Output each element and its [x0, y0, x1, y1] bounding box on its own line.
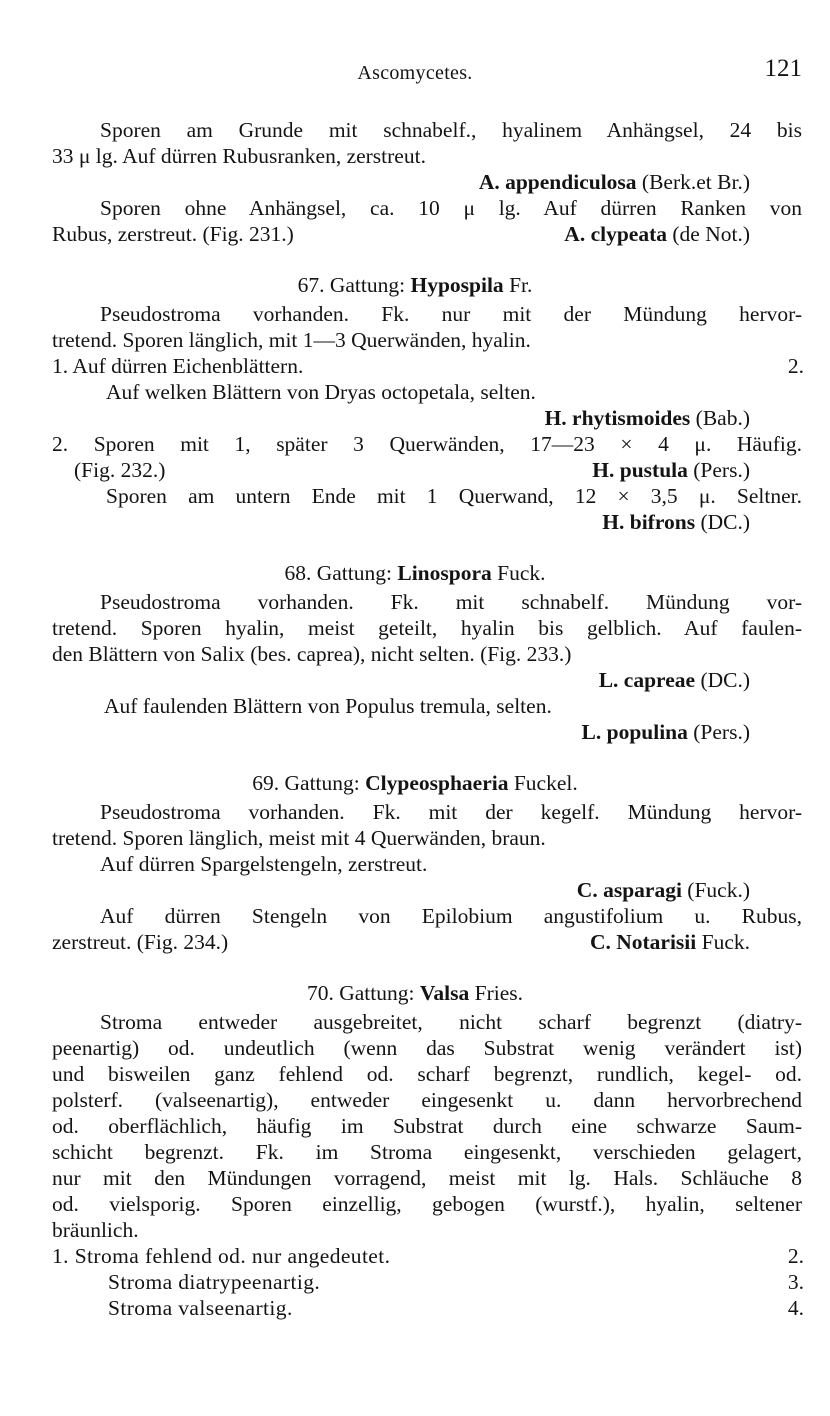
text-line: Sporen am Grunde mit schnabelf., hyalinem Anhängsel, 24 bis — [100, 118, 802, 142]
key-ref-number: 2. — [787, 1244, 804, 1268]
species-bold: A. clypeata — [564, 222, 667, 246]
genus-name: Linospora — [397, 561, 492, 585]
genus-author: Fuckel. — [508, 771, 578, 795]
text-line: Pseudostroma vorhanden. Fk. mit der kegelf. Mündung hervor- — [100, 800, 802, 824]
genus-heading — [0, 770, 830, 796]
genus-heading — [0, 560, 830, 586]
text-line: bräunlich. — [52, 1218, 139, 1242]
key-line: 1. Auf dürren Eichenblättern. — [52, 354, 304, 378]
species-name — [564, 221, 750, 247]
species-name — [592, 457, 750, 483]
text-line: Pseudostroma vorhanden. Fk. mit schnabelf. Mündung vor- — [100, 590, 802, 614]
genus-heading — [0, 272, 830, 298]
species-bold: C. asparagi — [576, 878, 682, 902]
species-author: (Pers.) — [687, 720, 750, 744]
genus-name: Clypeosphaeria — [365, 771, 509, 795]
genus-author: Fr. — [503, 273, 533, 297]
text-line: tretend. Sporen länglich, meist mit 4 Querwänden, braun. — [52, 826, 546, 850]
species-bold: L. populina — [581, 720, 688, 744]
text-line: schicht begrenzt. Fk. im Stroma eingesenkt, verschieden gelagert, — [52, 1140, 802, 1164]
genus-heading — [0, 980, 830, 1006]
heading-prefix: 69. Gattung: — [252, 771, 366, 795]
page-number: 121 — [764, 55, 802, 82]
heading-prefix: 68. Gattung: — [284, 561, 398, 585]
species-bold: A. appendiculosa — [478, 170, 637, 194]
species-author: (Fuck.) — [681, 878, 750, 902]
text-line: 33 μ lg. Auf dürren Rubusranken, zerstreut. — [52, 144, 426, 168]
text-line: Pseudostroma vorhanden. Fk. nur mit der Mündung hervor- — [100, 302, 802, 326]
species-name — [582, 719, 750, 745]
text-line: Auf dürren Spargelstengeln, zerstreut. — [100, 852, 428, 876]
genus-name: Hypospila — [410, 273, 504, 297]
species-bold: L. capreae — [598, 668, 696, 692]
species-bold: H. bifrons — [602, 510, 696, 534]
species-name — [602, 509, 750, 535]
key-line: Auf welken Blättern von Dryas octopetala, selten. — [106, 380, 536, 404]
heading-prefix: 67. Gattung: — [297, 273, 411, 297]
text-line: Rubus, zerstreut. (Fig. 231.) — [52, 222, 294, 246]
species-author: Fuck. — [696, 930, 750, 954]
text-line: Sporen ohne Anhängsel, ca. 10 μ lg. Auf dürren Ranken von — [100, 196, 802, 220]
species-author: (DC.) — [695, 510, 750, 534]
species-name — [590, 929, 750, 955]
text-line: polsterf. (valseenartig), entweder eingesenkt u. dann hervorbrechend — [52, 1088, 802, 1112]
text-line: peenartig) od. undeutlich (wenn das Substrat wenig verändert ist) — [52, 1036, 802, 1060]
key-line: Stroma valseenartig. — [108, 1296, 293, 1320]
key-line: Sporen am untern Ende mit 1 Querwand, 12 × 3,5 μ. Seltner. — [106, 484, 802, 508]
text-line: Auf dürren Stengeln von Epilobium angustifolium u. Rubus, — [100, 904, 802, 928]
text-line: und bisweilen ganz fehlend od. scharf begrenzt, rundlich, kegel- od. — [52, 1062, 802, 1086]
text-line: Stroma entweder ausgebreitet, nicht scharf begrenzt (diatry- — [100, 1010, 802, 1034]
text-line: (Fig. 232.) — [74, 458, 166, 482]
text-line: tretend. Sporen länglich, mit 1—3 Querwänden, hyalin. — [52, 328, 531, 352]
key-ref-number: 3. — [787, 1270, 804, 1294]
species-bold: H. pustula — [592, 458, 688, 482]
species-author: (de Not.) — [667, 222, 750, 246]
key-line: Stroma diatrypeenartig. — [108, 1270, 321, 1294]
key-line: 1. Stroma fehlend od. nur angedeutet. — [52, 1244, 391, 1268]
species-name — [599, 667, 750, 693]
text-line: nur mit den Mündungen vorragend, meist mit lg. Hals. Schläuche 8 — [52, 1166, 802, 1190]
text-line: Auf faulenden Blättern von Populus tremula, selten. — [104, 694, 552, 718]
species-name — [479, 169, 750, 195]
species-name — [577, 877, 750, 903]
species-bold: H. rhytismoides — [544, 406, 691, 430]
key-ref-number: 2. — [787, 354, 804, 378]
key-line: 2. Sporen mit 1, später 3 Querwänden, 17—23 × 4 μ. Häufig. — [52, 432, 802, 456]
key-ref-number: 4. — [787, 1296, 804, 1320]
species-author: (Berk.et Br.) — [636, 170, 750, 194]
text-line: od. vielsporig. Sporen einzellig, gebogen (wurstf.), hyalin, seltener — [52, 1192, 802, 1216]
species-author: (Pers.) — [687, 458, 750, 482]
species-author: (DC.) — [695, 668, 750, 692]
genus-author: Fries. — [469, 981, 524, 1005]
species-name — [545, 405, 750, 431]
species-bold: C. Notarisii — [589, 930, 697, 954]
genus-name: Valsa — [419, 981, 470, 1005]
genus-author: Fuck. — [491, 561, 546, 585]
text-line: zerstreut. (Fig. 234.) — [52, 930, 229, 954]
text-line: tretend. Sporen hyalin, meist geteilt, hyalin bis gelblich. Auf faulen- — [52, 616, 802, 640]
text-line: od. oberflächlich, häufig im Substrat durch eine schwarze Saum- — [52, 1114, 802, 1138]
heading-prefix: 70. Gattung: — [306, 981, 420, 1005]
text-line: den Blättern von Salix (bes. caprea), nicht selten. (Fig. 233.) — [52, 642, 572, 666]
running-header-title: Ascomycetes. — [357, 62, 473, 84]
species-author: (Bab.) — [690, 406, 750, 430]
